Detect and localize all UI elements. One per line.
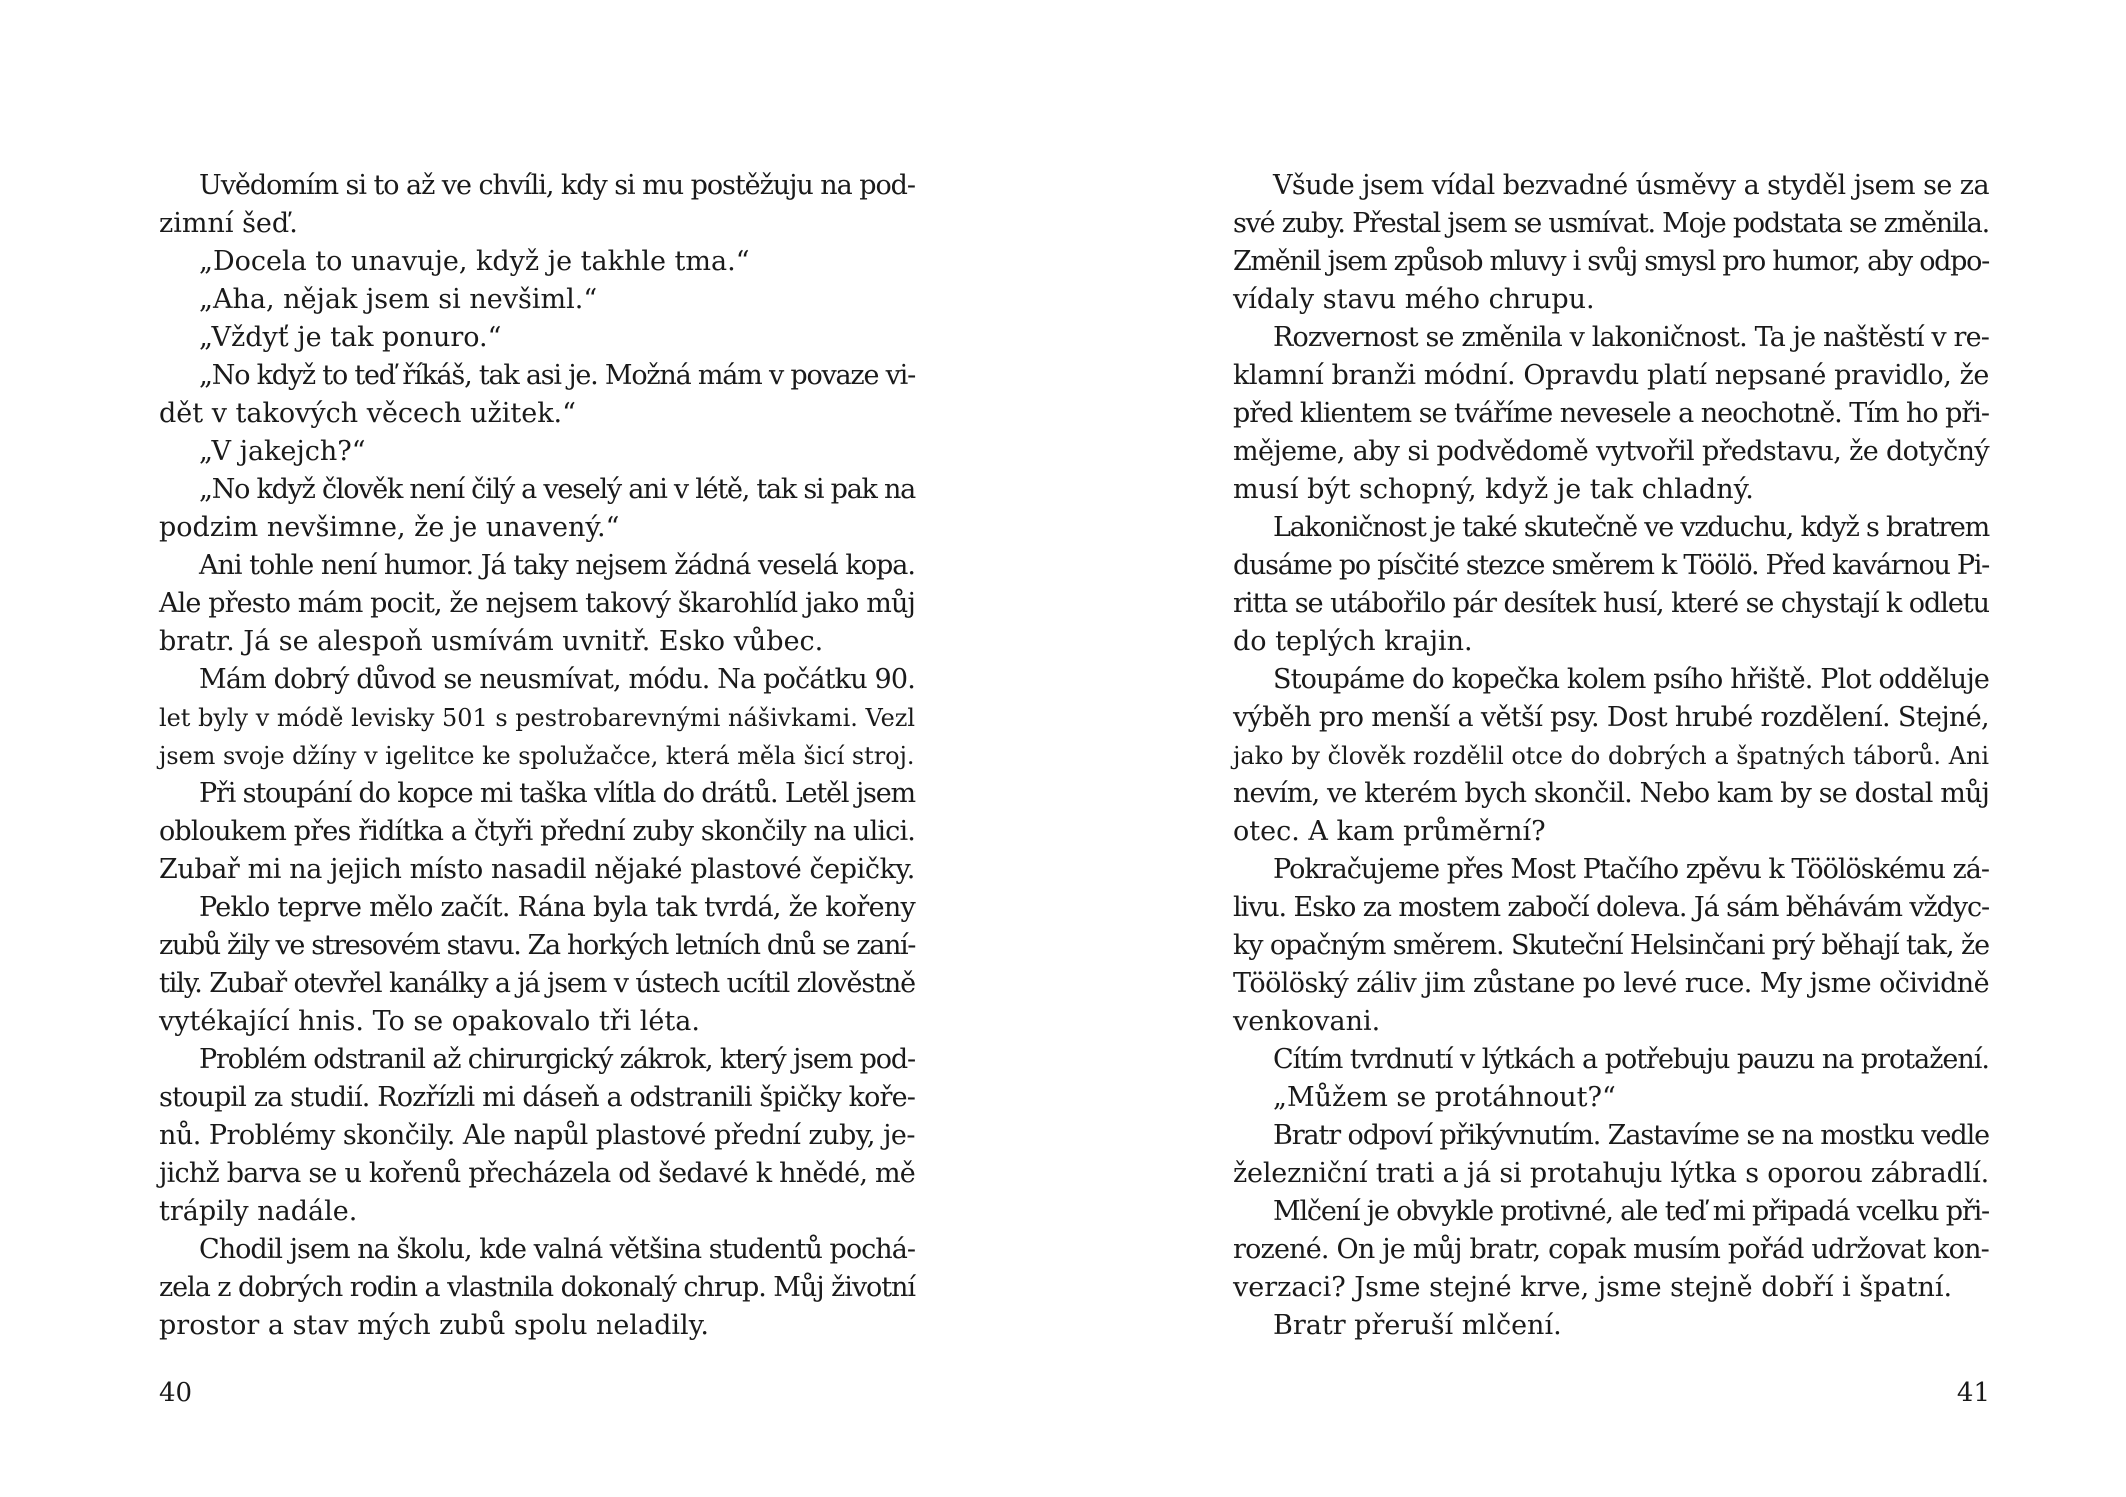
text-line: rozené. On je můj bratr, copak musím pořád udržovat kon- (1233, 1234, 1989, 1265)
text-line: zela z dobrých rodin a vlastnila dokonalý chrup. Můj životní (159, 1272, 915, 1303)
text-line: zimní šeď. (159, 208, 298, 239)
text-line: Ale přesto mám pocit, že nejsem takový škarohlíd jako můj (159, 588, 915, 619)
text-line: otec. A kam průměrní? (1233, 816, 1546, 847)
text-line: Ani tohle není humor. Já taky nejsem žádná veselá kopa. (199, 550, 915, 581)
text-line: do teplých krajin. (1233, 626, 1473, 657)
right-page (1063, 0, 2126, 1497)
text-line: dět v takových věcech užitek.“ (159, 398, 576, 429)
left-page-text (159, 167, 915, 1345)
text-line: klamní branži módní. Opravdu platí nepsané pravidlo, že (1233, 360, 1989, 391)
text-line: verzaci? Jsme stejné krve, jsme stejně dobří i špatní. (1233, 1272, 1953, 1303)
text-line: venkovani. (1233, 1006, 1381, 1037)
text-line: zubů žily ve stresovém stavu. Za horkých letních dnů se zaní- (159, 930, 915, 961)
text-line: ritta se utábořilo pár desítek husí, které se chystají k odletu (1233, 588, 1989, 619)
text-line: Lakoničnost je také skutečně ve vzduchu, když s bratrem (1273, 512, 1989, 543)
text-line: jichž barva se u kořenů přecházela od šedavé k hnědé, mě (159, 1158, 915, 1189)
text-line: nů. Problémy skončily. Ale napůl plastové přední zuby, je- (159, 1120, 915, 1151)
text-line: let byly v módě levisky 501 s pestrobarevnými nášivkami. Vezl (159, 704, 915, 732)
page-number: 41 (1956, 1378, 1990, 1408)
text-line: „Aha, nějak jsem si nevšiml.“ (199, 284, 598, 315)
text-line: jako by člověk rozdělil otce do dobrých a špatných táborů. Ani (1233, 742, 1989, 770)
text-line: „No když člověk není čilý a veselý ani v létě, tak si pak na (199, 474, 915, 505)
text-line: Při stoupání do kopce mi taška vlítla do drátů. Letěl jsem (199, 778, 915, 809)
text-line: své zuby. Přestal jsem se usmívat. Moje podstata se změnila. (1233, 208, 1989, 239)
text-line: Zubař mi na jejich místo nasadil nějaké plastové čepičky. (159, 854, 915, 885)
text-line: železniční trati a já si protahuju lýtka s oporou zábradlí. (1233, 1158, 1989, 1189)
text-line: trápily nadále. (159, 1196, 358, 1227)
text-line: Pokračujeme přes Most Ptačího zpěvu k Töölöskému zá- (1273, 854, 1989, 885)
text-line: Töölöský záliv jim zůstane po levé ruce. My jsme očividně (1233, 968, 1989, 999)
text-line: „Můžem se protáhnout?“ (1273, 1082, 1616, 1113)
text-line: mějeme, aby si podvědomě vytvořil představu, že dotyčný (1233, 436, 1989, 467)
text-line: Stoupáme do kopečka kolem psího hřiště. Plot odděluje (1273, 664, 1989, 695)
text-line: musí být schopný, když je tak chladný. (1233, 474, 1754, 505)
text-line: Problém odstranil až chirurgický zákrok, který jsem pod- (199, 1044, 915, 1075)
text-line: před klientem se tváříme nevesele a neochotně. Tím ho při- (1233, 398, 1989, 429)
text-line: Bratr přeruší mlčení. (1273, 1310, 1562, 1341)
text-line: podzim nevšimne, že je unavený.“ (159, 512, 620, 543)
text-line: „Docela to unavuje, když je takhle tma.“ (199, 246, 750, 277)
text-line: tily. Zubař otevřel kanálky a já jsem v ústech ucítil zlověstně (159, 968, 915, 999)
text-line: Bratr odpoví přikývnutím. Zastavíme se na mostku vedle (1273, 1120, 1989, 1151)
text-line: výběh pro menší a větší psy. Dost hrubé rozdělení. Stejné, (1233, 702, 1989, 733)
text-line: vídaly stavu mého chrupu. (1233, 284, 1595, 315)
text-line: Změnil jsem způsob mluvy i svůj smysl pro humor, aby odpo- (1233, 246, 1989, 277)
text-line: Chodil jsem na školu, kde valná většina studentů pochá- (199, 1234, 915, 1265)
text-line: Rozvernost se změnila v lakoničnost. Ta je naštěstí v re- (1273, 322, 1989, 353)
text-line: Peklo teprve mělo začít. Rána byla tak tvrdá, že kořeny (199, 892, 915, 923)
text-line: Všude jsem vídal bezvadné úsměvy a styděl jsem se za (1273, 170, 1989, 201)
text-line: ky opačným směrem. Skuteční Helsinčani prý běhají tak, že (1233, 930, 1989, 961)
text-line: bratr. Já se alespoň usmívám uvnitř. Esko vůbec. (159, 626, 824, 657)
text-line: Cítím tvrdnutí v lýtkách a potřebuju pauzu na protažení. (1273, 1044, 1989, 1075)
text-line: stoupil za studií. Rozřízli mi dáseň a odstranili špičky koře- (159, 1082, 915, 1113)
text-line: dusáme po písčité stezce směrem k Töölö. Před kavárnou Pi- (1233, 550, 1989, 581)
text-line: Mám dobrý důvod se neusmívat, módu. Na počátku 90. (199, 664, 915, 695)
right-page-text (1233, 167, 1989, 1345)
text-line: vytékající hnis. To se opakovalo tři léta. (159, 1006, 700, 1037)
text-line: prostor a stav mých zubů spolu neladily. (159, 1310, 709, 1341)
text-line: „Vždyť je tak ponuro.“ (199, 322, 502, 353)
text-line: obloukem přes řidítka a čtyři přední zuby skončily na ulici. (159, 816, 915, 847)
text-line: jsem svoje džíny v igelitce ke spolužačce, která měla šicí stroj. (159, 742, 915, 770)
text-line: nevím, ve kterém bych skončil. Nebo kam by se dostal můj (1233, 778, 1989, 809)
text-line: „No když to teď říkáš, tak asi je. Možná mám v povaze vi- (199, 360, 915, 391)
text-line: Mlčení je obvykle protivné, ale teď mi připadá vcelku při- (1273, 1196, 1989, 1227)
text-line: Uvědomím si to až ve chvíli, kdy si mu postěžuju na pod- (199, 170, 915, 201)
text-line: „V jakejch?“ (199, 436, 366, 467)
page-number: 40 (159, 1378, 193, 1408)
text-line: livu. Esko za mostem zabočí doleva. Já sám běhávám vždyc- (1233, 892, 1989, 923)
